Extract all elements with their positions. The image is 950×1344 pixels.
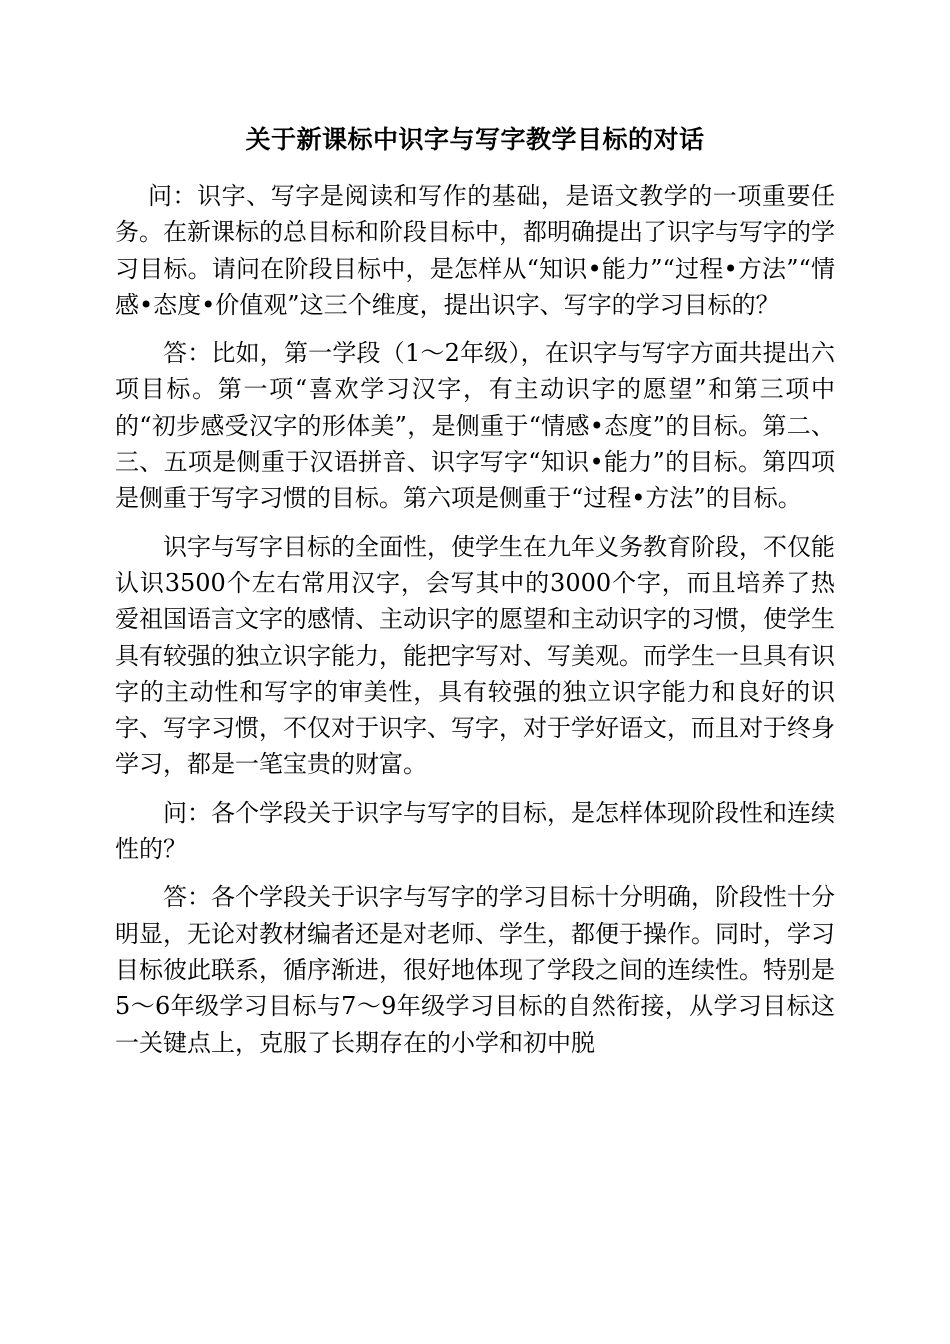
document-title: 关于新课标中识字与写字教学目标的对话 [245, 125, 705, 154]
paragraph-question-1: 问：识字、写字是阅读和写作的基础，是语文教学的一项重要任务。在新课标的总目标和阶段目标中，都明确提出了识字与写字的学习目标。请问在阶段目标中，是怎样从“知识•能力”“过程•方法”“情感•态度•价值观”这三个维度，提出识字、写字的学习目标的？ [115, 182, 835, 319]
document-body [115, 178, 835, 1061]
paragraph-answer-1: 答：比如，第一学段（1～2年级），在识字与写字方面共提出六项目标。第一项“喜欢学习汉字，有主动识字的愿望”和第三项中的“初步感受汉字的形体美”，是侧重于“情感•态度”的目标。第二、三、五项是侧重于汉语拼音、识字写字“知识•能力”的目标。第四项是侧重于写字习惯的目标。第六项是侧重于“过程•方法”的目标。 [115, 339, 835, 513]
paragraph-answer-2: 答：各个学段关于识字与写字的学习目标十分明确，阶段性十分明显，无论对教材编者还是对老师、学生，都便于操作。同时，学习目标彼此联系，循序渐进，很好地体现了学段之间的连续性。特别是5～6年级学习目标与7～9年级学习目标的自然衔接，从学习目标这一关键点上，克服了长期存在的小学和初中脱 [115, 883, 835, 1057]
paragraph-question-2: 问：各个学段关于识字与写字的目标，是怎样体现阶段性和连续性的？ [115, 798, 835, 864]
paragraph-answer-1-continued: 识字与写字目标的全面性，使学生在九年义务教育阶段，不仅能认识3500个左右常用汉字，会写其中的3000个字，而且培养了热爱祖国语言文字的感情、主动识字的愿望和主动识字的习惯，使学生具有较强的独立识字能力，能把字写对、写美观。而学生一旦具有识字的主动性和写字的审美性，具有较强的独立识字能力和良好的识字、写字习惯，不仅对于识字、写字，对于学好语文，而且对于终身学习，都是一笔宝贵的财富。 [115, 532, 835, 779]
